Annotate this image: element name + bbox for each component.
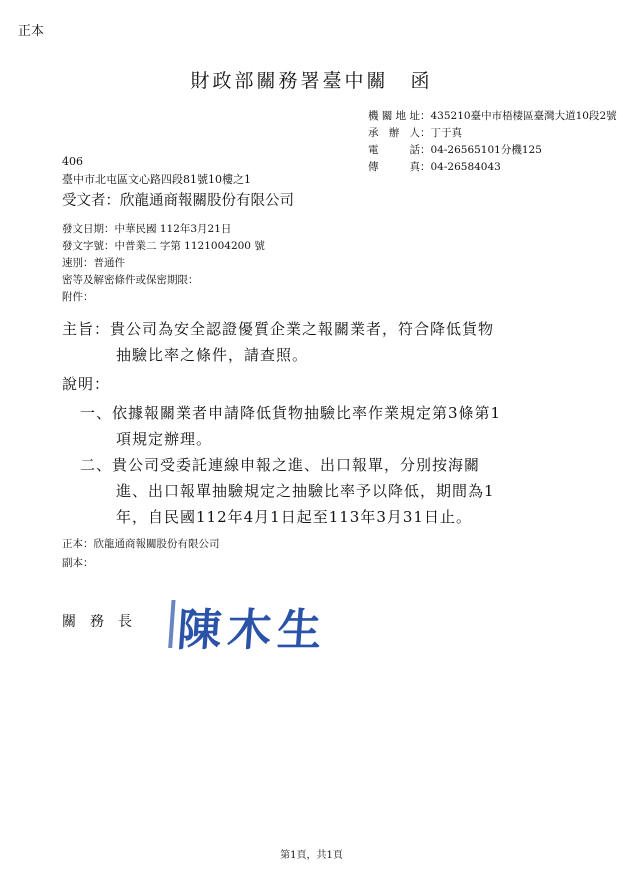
meta-label: 發文字號：: [62, 240, 115, 252]
stamp-border-mark: [168, 600, 175, 648]
subject-label: 主旨：: [62, 320, 111, 338]
item-text: 貴公司受委託連線申報之進、出口報單，分別按海關: [112, 456, 481, 474]
original-value: 欣龍通商報關股份有限公司: [93, 538, 220, 550]
meta-date: [62, 221, 231, 236]
meta-value: 中普業二 字第 1121004200 號: [114, 240, 265, 252]
contact-row-fax: 傳 真：04-26584043: [368, 159, 501, 176]
contact-value: 04-26565101分機125: [430, 144, 542, 156]
addressee-name: 欣龍通商報關股份有限公司: [120, 193, 294, 209]
page-number: 第1頁，共1頁: [280, 850, 343, 861]
original-label: 正本：: [62, 538, 94, 550]
contact-value: 435210臺中市梧棲區臺灣大道10段2號: [430, 110, 617, 122]
item-2-line-1: [80, 454, 480, 475]
copy-label: 副本：: [62, 557, 94, 569]
contact-value: 04-26584043: [430, 161, 501, 173]
item-2-line-3: 年，自民國112年4月1日起至113年3月31日止。: [116, 508, 472, 526]
addressee-line: [62, 189, 294, 210]
contact-value: 丁于真: [430, 127, 462, 139]
item-marker: 二、: [80, 456, 113, 474]
contact-label: 傳 真: [368, 161, 420, 173]
item-1-line-2: 項規定辦理。: [116, 430, 213, 448]
item-marker: 一、: [80, 404, 113, 422]
contact-row-officer: 承 辦 人：丁于真: [368, 125, 462, 142]
description-label: 說明：: [62, 375, 111, 393]
document-title: 財政部關務署臺中關 函: [190, 70, 433, 92]
meta-classification: [62, 272, 199, 287]
meta-value: 普通件: [93, 257, 125, 269]
contact-label: 電 話: [368, 144, 420, 156]
meta-label: 發文日期：: [62, 223, 115, 235]
original-copy-mark: 正本: [18, 24, 45, 39]
subject-text: 貴公司為安全認證優質企業之報關業者，符合降低貨物: [110, 320, 495, 338]
meta-label: 速別：: [62, 257, 94, 269]
item-1-line-1: [80, 402, 501, 423]
chief-title: 關務長: [62, 614, 146, 630]
contact-row-phone: 電 話：04-26565101分機125: [368, 142, 542, 159]
meta-value: 中華民國 112年3月21日: [114, 223, 232, 235]
subject-line-2: 抽驗比率之條件，請查照。: [116, 346, 309, 364]
item-text: 依據報關業者申請降低貨物抽驗比率作業規定第3條第1: [112, 404, 502, 422]
meta-speed: [62, 255, 125, 270]
copy-recipient: [62, 555, 94, 570]
recipient-address: 臺中市北屯區文心路四段81號10樓之1: [62, 173, 251, 186]
original-recipient: [62, 536, 220, 551]
meta-label: 附件：: [62, 291, 94, 303]
item-2-line-2: 進、出口報單抽驗規定之抽驗比率予以降低，期間為1: [116, 482, 495, 500]
meta-attachment: [62, 289, 94, 304]
subject-line-1: [62, 318, 494, 339]
contact-row-address: 機關地址：435210臺中市梧棲區臺灣大道10段2號: [368, 108, 617, 125]
meta-label: 密等及解密條件或保密期限：: [62, 274, 199, 286]
meta-doc-number: [62, 238, 265, 253]
addressee-label: 受文者：: [62, 193, 120, 209]
signature-text: 陳木生: [175, 605, 330, 656]
contact-label: 機關地址: [368, 110, 420, 122]
recipient-zip: 406: [62, 155, 83, 168]
signature-stamp: [175, 594, 356, 656]
contact-label: 承 辦 人: [368, 127, 420, 139]
